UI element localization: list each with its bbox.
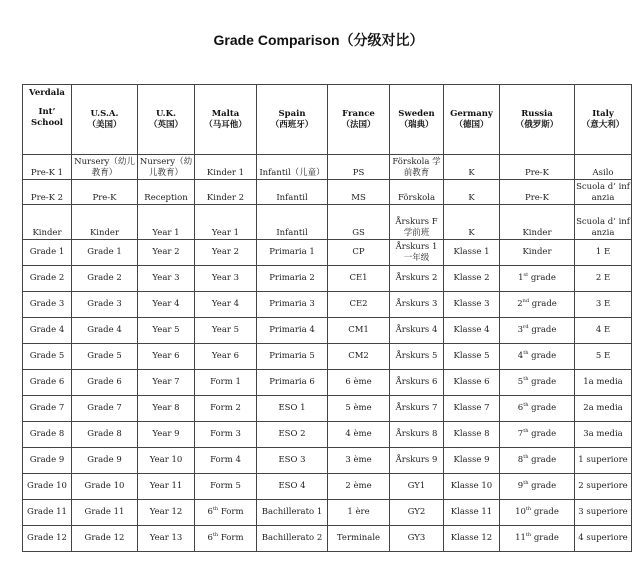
table-cell: Grade 3	[23, 292, 72, 318]
table-cell: Klasse 2	[444, 266, 500, 292]
table-cell: GY1	[390, 474, 444, 500]
table-row	[23, 205, 632, 240]
table-cell: 1 superiore	[575, 448, 632, 474]
table-cell: Grade 2	[72, 266, 138, 292]
table-cell: Year 3	[195, 266, 257, 292]
table-cell: Grade 10	[23, 474, 72, 500]
table-cell: CE1	[328, 266, 390, 292]
table-cell: Pre-K	[500, 180, 575, 205]
table-cell: Year 4	[138, 292, 195, 318]
table-cell: 4th grade	[500, 344, 575, 370]
table-cell: Kinder	[72, 205, 138, 240]
table-cell: Year 5	[195, 318, 257, 344]
table-cell: Grade 6	[23, 370, 72, 396]
table-cell: GY3	[390, 526, 444, 552]
header-italy: Italy （意大利）	[575, 85, 632, 155]
table-cell: ESO 4	[257, 474, 328, 500]
table-cell: Primaria 1	[257, 240, 328, 266]
table-cell: Grade 1	[72, 240, 138, 266]
table-cell: Grade 6	[72, 370, 138, 396]
table-cell: Form 3	[195, 422, 257, 448]
table-cell: Scuola d’ infanzia	[575, 205, 632, 240]
table-cell: Grade 10	[72, 474, 138, 500]
table-cell: Asilo	[575, 155, 632, 180]
table-row	[23, 422, 632, 448]
table-cell: Årskurs 2	[390, 266, 444, 292]
table-cell: Bachillerato 2	[257, 526, 328, 552]
table-cell: Grade 8	[72, 422, 138, 448]
table-cell: Klasse 5	[444, 344, 500, 370]
header-malta: Malta （马耳他）	[195, 85, 257, 155]
table-cell: Bachillerato 1	[257, 500, 328, 526]
table-cell: MS	[328, 180, 390, 205]
table-cell: 3a media	[575, 422, 632, 448]
table-cell: CM2	[328, 344, 390, 370]
table-cell: Year 7	[138, 370, 195, 396]
table-cell: 3 superiore	[575, 500, 632, 526]
table-cell: 4 ème	[328, 422, 390, 448]
table-cell: Form 2	[195, 396, 257, 422]
table-cell: Year 2	[195, 240, 257, 266]
table-cell: Klasse 11	[444, 500, 500, 526]
table-cell: Klasse 9	[444, 448, 500, 474]
table-cell: GS	[328, 205, 390, 240]
table-cell: Primaria 4	[257, 318, 328, 344]
table-row	[23, 318, 632, 344]
table-cell: Grade 12	[72, 526, 138, 552]
table-row	[23, 370, 632, 396]
table-cell: Year 2	[138, 240, 195, 266]
table-cell: 3 ème	[328, 448, 390, 474]
table-cell: Grade 9	[23, 448, 72, 474]
table-row	[23, 396, 632, 422]
table-cell: Infantil	[257, 180, 328, 205]
table-cell: Kinder	[23, 205, 72, 240]
header-row	[23, 85, 632, 155]
table-cell: 1 ère	[328, 500, 390, 526]
table-cell: Årskurs 6	[390, 370, 444, 396]
table-cell: 10th grade	[500, 500, 575, 526]
table-cell: Scuola d’ infanzia	[575, 180, 632, 205]
table-cell: Nursery（幼儿教育）	[138, 155, 195, 180]
table-cell: Årskurs 8	[390, 422, 444, 448]
table-cell: Årskurs 1 一年级	[390, 240, 444, 266]
table-body	[23, 155, 632, 552]
table-cell: Grade 5	[23, 344, 72, 370]
table-cell: Year 6	[138, 344, 195, 370]
table-cell: 9th grade	[500, 474, 575, 500]
table-row	[23, 240, 632, 266]
table-cell: 1a media	[575, 370, 632, 396]
table-cell: GY2	[390, 500, 444, 526]
table-cell: Primaria 2	[257, 266, 328, 292]
table-row	[23, 448, 632, 474]
table-cell: Klasse 6	[444, 370, 500, 396]
table-cell: Klasse 3	[444, 292, 500, 318]
table-cell: 3rd grade	[500, 318, 575, 344]
table-cell: Nursery（幼儿教育）	[72, 155, 138, 180]
table-cell: 11th grade	[500, 526, 575, 552]
table-cell: 7th grade	[500, 422, 575, 448]
table-cell: CP	[328, 240, 390, 266]
table-cell: ESO 3	[257, 448, 328, 474]
table-cell: 2 E	[575, 266, 632, 292]
table-row	[23, 155, 632, 180]
table-cell: K	[444, 205, 500, 240]
table-row	[23, 344, 632, 370]
table-row	[23, 526, 632, 552]
table-cell: Förskola	[390, 180, 444, 205]
table-cell: Grade 8	[23, 422, 72, 448]
page-title: Grade Comparison（分级对比）	[213, 32, 424, 48]
header-sweden: Sweden （瑞典）	[390, 85, 444, 155]
table-cell: Kinder	[500, 205, 575, 240]
table-cell: 2a media	[575, 396, 632, 422]
table-cell: Kinder 1	[195, 155, 257, 180]
table-cell: Year 4	[195, 292, 257, 318]
table-cell: Reception	[138, 180, 195, 205]
table-cell: Grade 11	[23, 500, 72, 526]
table-cell: CM1	[328, 318, 390, 344]
table-cell: 5 E	[575, 344, 632, 370]
header-russia: Russia （俄罗斯）	[500, 85, 575, 155]
table-cell: Grade 9	[72, 448, 138, 474]
table-cell: 6 ème	[328, 370, 390, 396]
table-cell: Year 1	[195, 205, 257, 240]
table-row	[23, 474, 632, 500]
table-cell: Terminale	[328, 526, 390, 552]
table-cell: 4 E	[575, 318, 632, 344]
table-cell: 2 superiore	[575, 474, 632, 500]
table-cell: Grade 4	[72, 318, 138, 344]
header-france: France （法国）	[328, 85, 390, 155]
table-cell: Form 5	[195, 474, 257, 500]
table-cell: Kinder	[500, 240, 575, 266]
table-cell: PS	[328, 155, 390, 180]
table-cell: Year 6	[195, 344, 257, 370]
table-cell: 4 superiore	[575, 526, 632, 552]
table-cell: Klasse 4	[444, 318, 500, 344]
table-cell: Primaria 6	[257, 370, 328, 396]
table-cell: Pre-K 1	[23, 155, 72, 180]
table-cell: Grade 2	[23, 266, 72, 292]
table-cell: Årskurs 4	[390, 318, 444, 344]
table-cell: 6th grade	[500, 396, 575, 422]
table-cell: Form 1	[195, 370, 257, 396]
table-cell: Kinder 2	[195, 180, 257, 205]
table-cell: 3 E	[575, 292, 632, 318]
table-cell: Årskurs 7	[390, 396, 444, 422]
header-verdala: Verdala Int’ School	[23, 85, 72, 155]
table-cell: Pre-K 2	[23, 180, 72, 205]
table-cell: 5th grade	[500, 370, 575, 396]
table-cell: Form 4	[195, 448, 257, 474]
table-cell: Primaria 5	[257, 344, 328, 370]
table-cell: Årskurs 3	[390, 292, 444, 318]
table-cell: Klasse 1	[444, 240, 500, 266]
table-cell: 1 E	[575, 240, 632, 266]
table-cell: Grade 5	[72, 344, 138, 370]
table-cell: Grade 3	[72, 292, 138, 318]
table-cell: Klasse 10	[444, 474, 500, 500]
table-cell: Grade 7	[72, 396, 138, 422]
header-usa: U.S.A. （美国）	[72, 85, 138, 155]
table-row	[23, 266, 632, 292]
table-cell: Pre-K	[72, 180, 138, 205]
table-cell: Grade 1	[23, 240, 72, 266]
table-cell: Grade 7	[23, 396, 72, 422]
table-cell: Year 3	[138, 266, 195, 292]
table-cell: ESO 2	[257, 422, 328, 448]
table-cell: Förskola 学前教育	[390, 155, 444, 180]
table-cell: ESO 1	[257, 396, 328, 422]
table-cell: Year 9	[138, 422, 195, 448]
table-cell: Grade 4	[23, 318, 72, 344]
table-cell: Grade 12	[23, 526, 72, 552]
header-uk: U.K. （英国）	[138, 85, 195, 155]
table-cell: Year 10	[138, 448, 195, 474]
table-cell: Year 11	[138, 474, 195, 500]
table-row	[23, 292, 632, 318]
header-germany: Germany （德国）	[444, 85, 500, 155]
table-row	[23, 180, 632, 205]
table-cell: Year 5	[138, 318, 195, 344]
table-cell: K	[444, 180, 500, 205]
table-cell: Klasse 12	[444, 526, 500, 552]
table-cell: K	[444, 155, 500, 180]
table-cell: CE2	[328, 292, 390, 318]
table-cell: Primaria 3	[257, 292, 328, 318]
table-cell: 5 ème	[328, 396, 390, 422]
table-cell: Infantil（儿童）	[257, 155, 328, 180]
table-cell: 8th grade	[500, 448, 575, 474]
table-cell: Årskurs F 学前班	[390, 205, 444, 240]
table-row	[23, 500, 632, 526]
header-spain: Spain （西班牙）	[257, 85, 328, 155]
table-cell: 1st grade	[500, 266, 575, 292]
table-cell: Pre-K	[500, 155, 575, 180]
table-cell: 6th Form	[195, 526, 257, 552]
table-cell: Year 1	[138, 205, 195, 240]
table-cell: Klasse 7	[444, 396, 500, 422]
table-cell: Grade 11	[72, 500, 138, 526]
table-cell: Årskurs 5	[390, 344, 444, 370]
table-cell: 2 ème	[328, 474, 390, 500]
grade-comparison-table	[22, 84, 632, 552]
table-cell: Year 13	[138, 526, 195, 552]
table-cell: Årskurs 9	[390, 448, 444, 474]
table-cell: 2nd grade	[500, 292, 575, 318]
table-cell: Klasse 8	[444, 422, 500, 448]
table-cell: 6th Form	[195, 500, 257, 526]
table-cell: Year 12	[138, 500, 195, 526]
table-cell: Infantil	[257, 205, 328, 240]
table-cell: Year 8	[138, 396, 195, 422]
